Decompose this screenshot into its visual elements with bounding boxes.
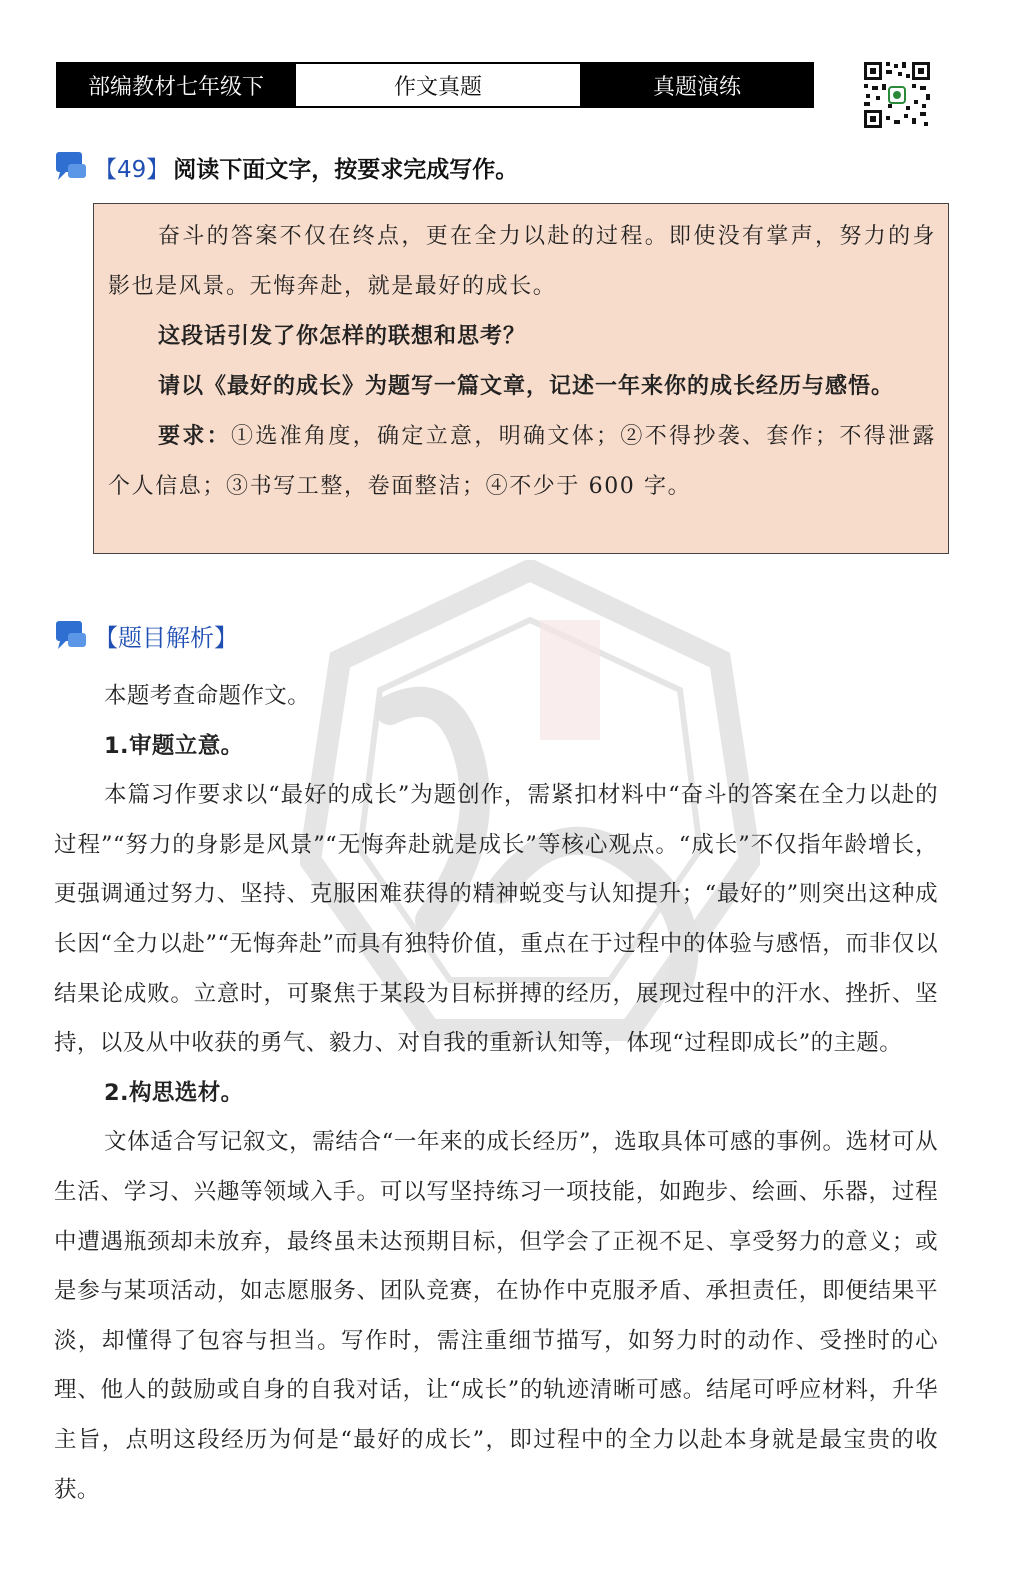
analysis-heading bbox=[54, 618, 238, 653]
prompt-question-2: 请以《最好的成长》为题写一篇文章，记述一年来你的成长经历与感悟。 bbox=[158, 374, 895, 399]
requirements-text: ①选准角度，确定立意，明确文体；②不得抄袭、套作；不得泄露个人信息；③书写工整，卷面整洁；④不少于 600 字。 bbox=[108, 424, 936, 499]
question-number: 【49】 bbox=[94, 156, 170, 183]
analysis-title: 【题目解析】 bbox=[94, 624, 238, 652]
header-section: 真题演练 bbox=[582, 64, 812, 106]
chat-bubble-icon bbox=[54, 619, 90, 653]
question-instruction: 阅读下面文字，按要求完成写作。 bbox=[173, 156, 519, 183]
chat-bubble-icon bbox=[54, 150, 90, 184]
header-grade: 部编教材七年级下 bbox=[58, 64, 294, 106]
analysis-body bbox=[54, 672, 938, 1515]
header-category: 作文真题 bbox=[294, 64, 582, 106]
analysis-paragraph-2: 文体适合写记叙文，需结合“一年来的成长经历”，选取具体可感的事例。选材可从生活、学习、兴趣等领域入手。可以写坚持练习一项技能，如跑步、绘画、乐器，过程中遭遇瓶颈却未放弃，最终虽未达预期目标，但学会了正视不足、享受努力的意义；或是参与某项活动，如志愿服务、团队竞赛，在协作中克服矛盾、承担责任，即便结果平淡，却懂得了包容与担当。写作时，需注重细节描写，如努力时的动作、受挫时的心理、他人的鼓励或自身的自我对话，让“成长”的轨迹清晰可感。结尾可呼应材料，升华主旨，点明这段经历为何是“最好的成长”，即过程中的全力以赴本身就是最宝贵的收获。 bbox=[54, 1129, 938, 1503]
analysis-intro: 本题考查命题作文。 bbox=[104, 683, 311, 709]
prompt-requirements bbox=[108, 412, 936, 512]
analysis-subheading-1: 1.审题立意。 bbox=[104, 732, 244, 759]
qr-code-icon bbox=[862, 60, 932, 130]
prompt-box bbox=[93, 203, 949, 554]
header-bar bbox=[56, 62, 814, 108]
prompt-material: 奋斗的答案不仅在终点，更在全力以赴的过程。即使没有掌声，努力的身影也是风景。无悔奔赴，就是最好的成长。 bbox=[108, 224, 936, 299]
requirements-label: 要求： bbox=[158, 424, 232, 449]
question-heading bbox=[54, 150, 518, 184]
analysis-subheading-2: 2.构思选材。 bbox=[104, 1079, 244, 1106]
prompt-question-1: 这段话引发了你怎样的联想和思考？ bbox=[158, 324, 527, 349]
analysis-paragraph-1: 本篇习作要求以“最好的成长”为题创作，需紧扣材料中“奋斗的答案在全力以赴的过程”“努力的身影是风景”“无悔奔赴就是成长”等核心观点。“成长”不仅指年龄增长，更强调通过努力、坚持、克服困难获得的精神蜕变与认知提升；“最好的”则突出这种成长因“全力以赴”“无悔奔赴”而具有独特价值，重点在于过程中的体验与感悟，而非仅以结果论成败。立意时，可聚焦于某段为目标拼搏的经历，展现过程中的汗水、挫折、坚持，以及从中收获的勇气、毅力、对自我的重新认知等，体现“过程即成长”的主题。 bbox=[54, 782, 938, 1057]
